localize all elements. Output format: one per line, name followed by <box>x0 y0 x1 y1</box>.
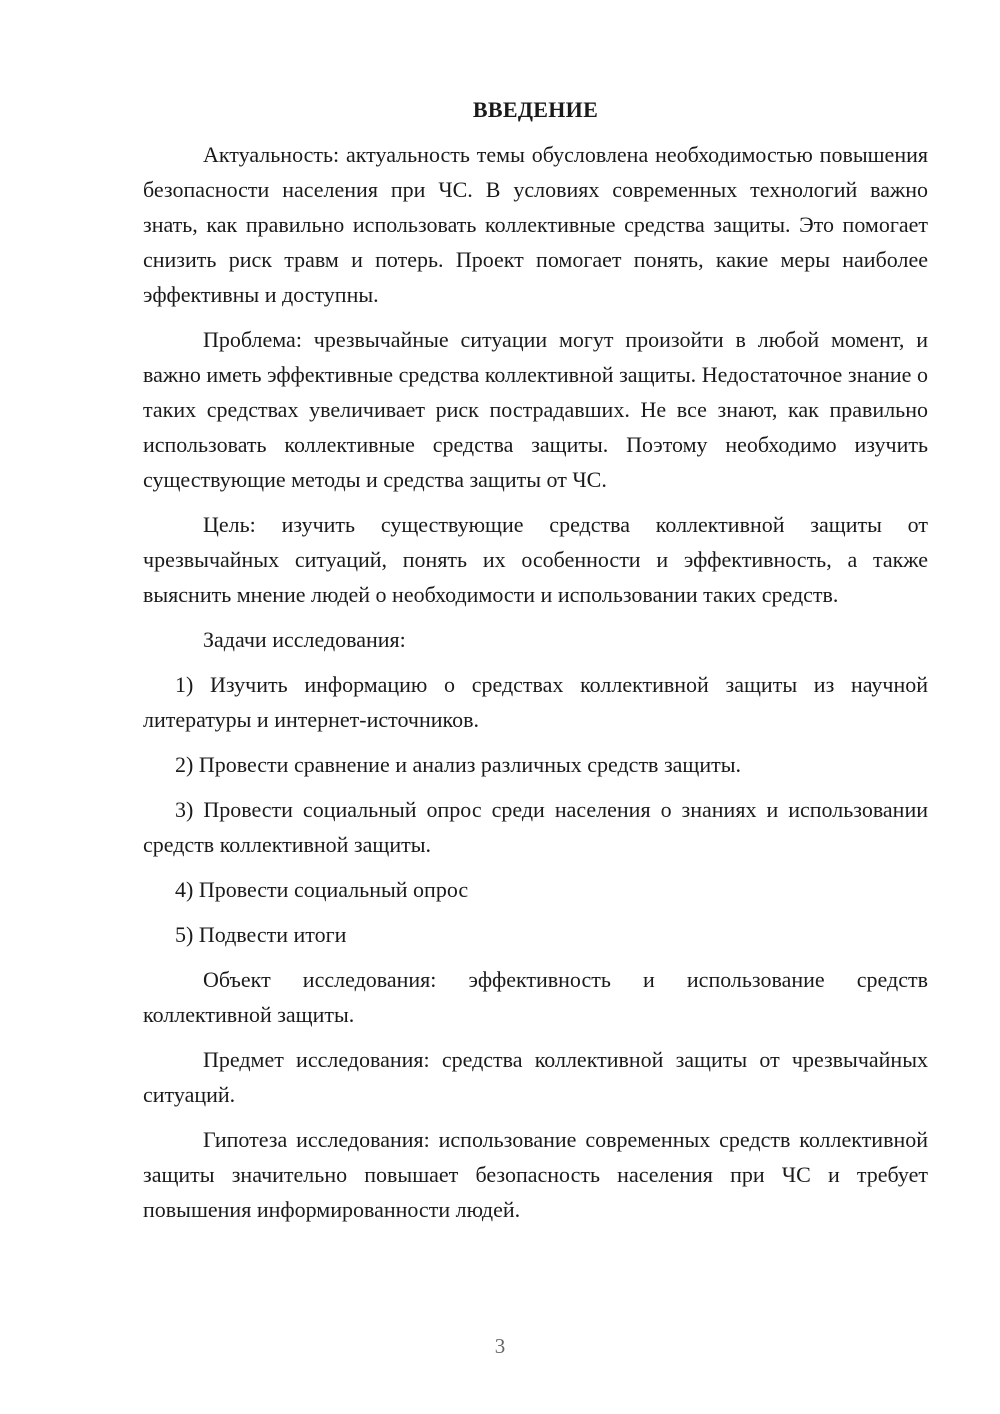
paragraph-goal: Цель: изучить существующие средства коллективной защиты от чрезвычайных ситуаций, понять их особенности и эффективность, а также выяснить мнение людей о необходимости и использовании таких средств. <box>143 512 928 607</box>
paragraph-hypothesis: Гипотеза исследования: использование современных средств коллективной защиты значительно повышает безопасность населения при ЧС и требует повышения информированности людей. <box>143 1127 928 1222</box>
paragraph-subject: Предмет исследования: средства коллективной защиты от чрезвычайных ситуаций. <box>143 1047 928 1107</box>
task-item-5: 5) Подвести итоги <box>175 922 347 947</box>
task-item-2: 2) Провести сравнение и анализ различных средств защиты. <box>175 752 742 777</box>
paragraph-problem: Проблема: чрезвычайные ситуации могут произойти в любой момент, и важно иметь эффективные средства коллективной защиты. Недостаточное знание о таких средствах увеличивает риск пострадавших. Не все знают, как правильно использовать коллективные средства защиты. Поэтому необходимо изучить существующие методы и средства защиты от ЧС. <box>143 327 928 492</box>
task-item-4: 4) Провести социальный опрос <box>175 877 469 902</box>
paragraph-relevance: Актуальность: актуальность темы обусловлена необходимостью повышения безопасности населения при ЧС. В условиях современных технологий важно знать, как правильно использовать коллективные средства защиты. Это помогает снизить риск травм и потерь. Проект помогает понять, какие меры наиболее эффективны и доступны. <box>143 142 928 307</box>
page-number: 3 <box>494 1334 506 1358</box>
task-item-1: 1) Изучить информацию о средствах коллективной защиты из научной литературы и интернет-источников. <box>143 672 928 732</box>
paragraph-tasks-heading: Задачи исследования: <box>203 627 406 652</box>
task-item-3: 3) Провести социальный опрос среди населения о знаниях и использовании средств коллективной защиты. <box>143 797 928 857</box>
page-title: ВВЕДЕНИЕ <box>472 97 599 122</box>
document-page <box>143 95 928 1237</box>
paragraph-object: Объект исследования: эффективность и использование средств коллективной защиты. <box>143 967 928 1027</box>
